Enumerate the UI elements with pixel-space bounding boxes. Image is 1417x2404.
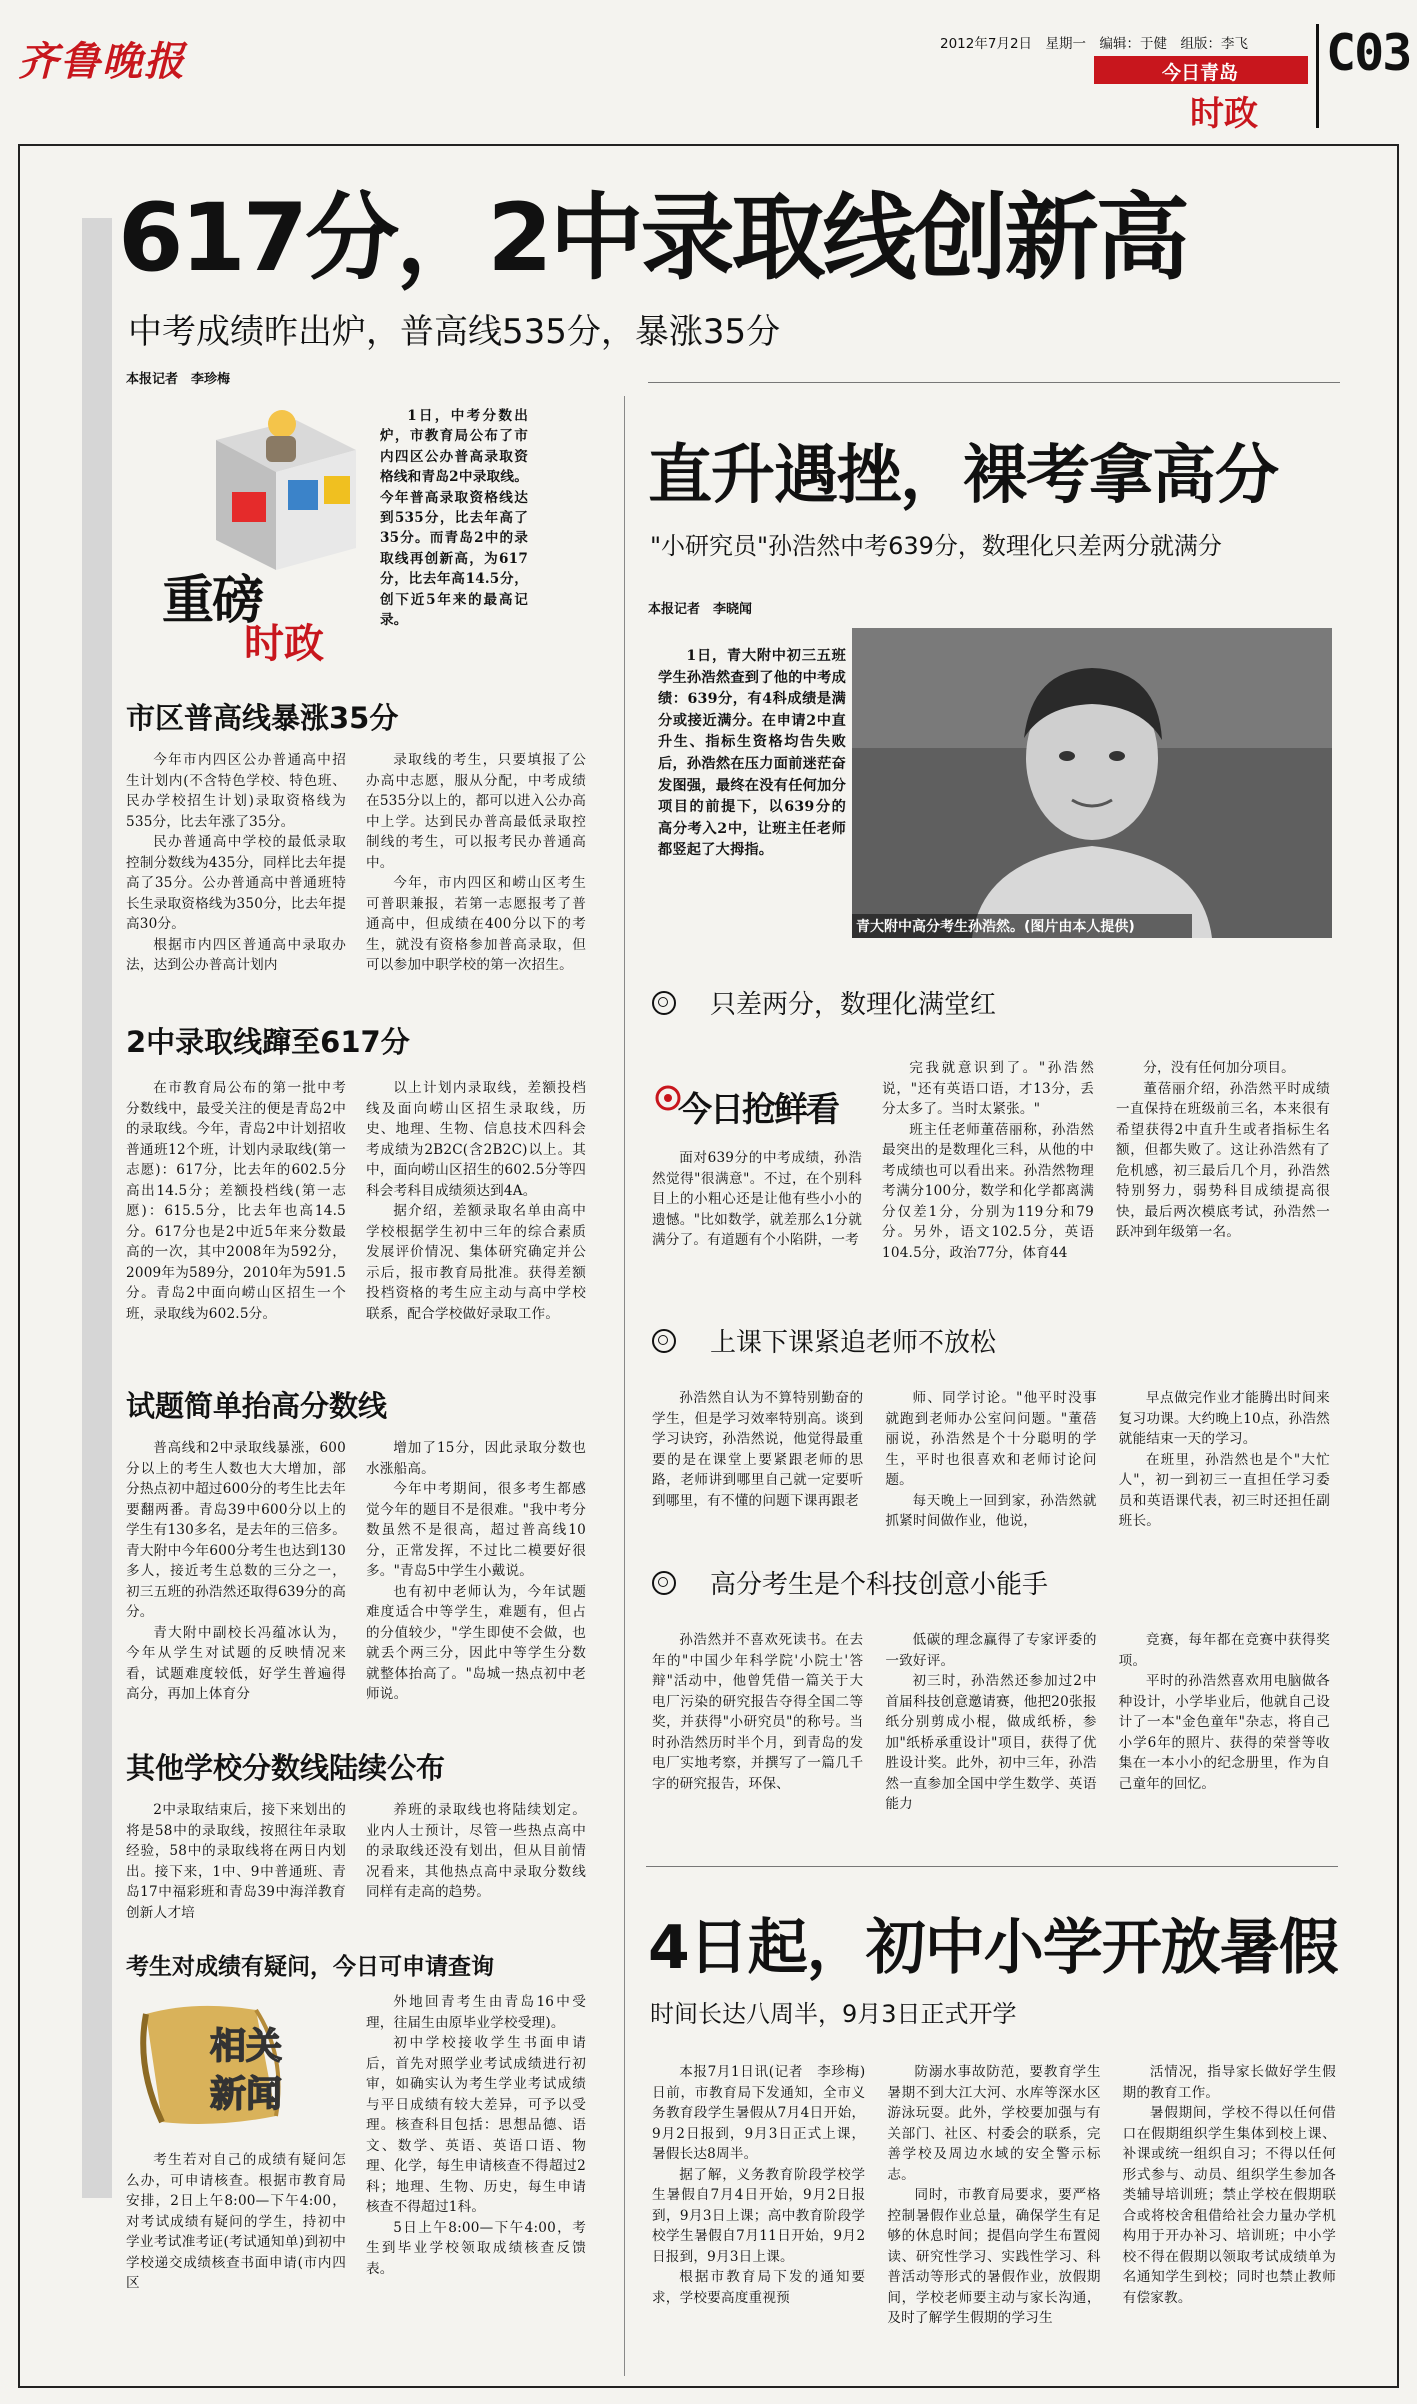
feature-section-1-col-3 — [1116, 1058, 1330, 1243]
bullet-circle-icon — [652, 991, 676, 1015]
headline-rule — [648, 382, 1340, 383]
feature-section-2-col-1 — [652, 1388, 863, 1532]
paragraph: 本报7月1日讯(记者 李珍梅) 日前，市教育局下发通知，全市义务教育段学生暑假从7月4日开始，9月2日报到，9月3日正式上课，暑假长达8周半。 — [652, 2064, 880, 2162]
main-subhead: 中考成绩昨出炉，普高线535分，暴涨35分 — [128, 312, 781, 352]
feature-section-2-col-3 — [1119, 1388, 1330, 1532]
badge-line1: 重磅 — [162, 571, 263, 631]
paragraph: 考生若对自己的成绩有疑问怎么办，可申请核查。根据市教育局安排，2日上午8:00—下午4:00，对考试成绩有疑问的学生，持初中学业考试准考证(考试通知单)到初中学校递交成绩核查书面申请(市内四区 — [126, 2152, 346, 2291]
related-badge-line1: 相关 — [210, 2026, 283, 2067]
paragraph: 根据市内四区普通高中录取办法，达到公办普高计划内 — [126, 936, 346, 973]
section-1-col-2 — [366, 750, 586, 976]
paragraph: 养班的录取线也将陆续划定。业内人士预计，尽管一些热点高中的录取线还没有划出，但从目前情况看来，其他热点高中录取分数线同样有走高的趋势。 — [366, 1802, 586, 1900]
bullet-circle-icon — [652, 1329, 676, 1353]
main-lead: 1日，中考分数出炉，市教育局公布了市内四区公办普高录取资格线和青岛2中录取线。今年普高录取资格线达到535分，比去年高了35分。而青岛2中的录取线再创新高，为617分，比去年高14.5分，创下近5年来的最高记录。 — [380, 408, 528, 629]
section-body-3 — [126, 1438, 586, 1705]
section-title-5: 考生对成绩有疑问，今日可申请查询 — [126, 1954, 494, 1980]
paragraph: 防溺水事故防范，要教育学生暑期不到大江大河、水库等深水区游泳玩耍。此外，学校要加强与有关部门、社区、村委会的联系，完善学校及周边水域的安全警示标志。 — [887, 2064, 1101, 2183]
section-1-col-1 — [126, 750, 346, 976]
paragraph: 在市教育局公布的第一批中考分数线中，最受关注的便是青岛2中的录取线。今年，青岛2中计划招收普通班12个班，计划内录取线(第一志愿)：617分，比去年的602.5分高出14.5分；差额投档线(第一志愿)：615.5分，比去年也高14.5分。617分也是2中近5年来分数最高的一次，其中2008年为592分，2009年为589分，2010年为591.5分。青岛2中面向崂山区招生一个班，录取线为602.5分。 — [126, 1080, 347, 1322]
section-body-2 — [126, 1078, 586, 1324]
feature-section-3-col-3 — [1119, 1630, 1330, 1815]
section-4-col-1 — [126, 1800, 346, 1923]
paragraph: 班主任老师董蓓丽称，孙浩然最突出的是数理化三科，从他的中考成绩也可以看出来。孙浩然物理考满分100分，数学和化学都离满分仅差1分，分别为119分和79分。另外，语文102.5分，英语104.5分，政治77分，体育44 — [882, 1121, 1094, 1261]
photo-caption: 青大附中高分考生孙浩然。(图片由本人提供) — [856, 919, 1135, 935]
heavy-news-badge — [156, 400, 374, 667]
main-byline: 本报记者 李珍梅 — [126, 372, 231, 387]
paragraph: 同时，市教育局要求，要严格控制暑假作业总量，确保学生有足够的休息时间；提倡向学生布置阅读、研究性学习、实践性学习、科普活动等形式的暑假作业，放假期间，学校老师要主动与家长沟通，及时了解学生假期的学习生 — [887, 2187, 1101, 2326]
paragraph: 根据市教育局下发的通知要求，学校要高度重视预 — [652, 2269, 866, 2306]
holiday-rule — [646, 1866, 1338, 1867]
date-line: 2012年7月2日 星期一 编辑：于健 组版：李飞 — [940, 36, 1249, 52]
section-body-5-b — [366, 1992, 586, 2279]
paragraph: 平时的孙浩然喜欢用电脑做各种设计，小学毕业后，他就自己设计了一本"金色童年"杂志，将自己小学6年的照片、获得的荣誉等收集在一本小小的纪念册里，作为自己童年的回忆。 — [1118, 1673, 1330, 1792]
paragraph: 今年，市内四区和崂山区考生可普职兼报，若第一志愿报考了普通高中，但成绩在400分以下的考生，就没有资格参加普高录取，但可以参加中职学校的第一次招生。 — [366, 875, 586, 973]
holiday-headline: 4日起，初中小学开放暑假 — [648, 1913, 1338, 1983]
section-label: 今日青岛 — [1161, 62, 1238, 84]
paragraph: 录取线的考生，只要填报了公办高中志愿，服从分配，中考成绩在535分以上的，都可以进入公办高中上学。达到民办普高最低录取控制线的考生，可以报考民办普通高中。 — [366, 752, 586, 871]
paragraph: 增加了15分，因此录取分数也水涨船高。 — [366, 1440, 586, 1477]
paragraph: 青大附中副校长冯蕴冰认为，今年从学生对试题的反映情况来看，试题难度较低，好学生普遍得高分，再加上体育分 — [126, 1624, 346, 1702]
feature-section-1-col-1 — [652, 1148, 862, 1251]
paragraph: 师、同学讨论。"他平时没事就跑到老师办公室问问题。"董蓓丽说，孙浩然是个十分聪明的学生，平时也很喜欢和老师讨论问题。 — [885, 1390, 1097, 1488]
paragraph: 在班里，孙浩然也是个"大忙人"，初一到初三一直担任学习委员和英语课代表，初三时还担任副班长。 — [1118, 1451, 1330, 1529]
paragraph: 竞赛，每年都在竞赛中获得奖项。 — [1118, 1632, 1330, 1669]
paragraph: 暑假期间，学校不得以任何借口在假期组织学生集体到校上课、补课或统一组织自习；不得以任何形式参与、动员、组织学生参加各类辅导培训班；禁止学校在假期联合或将校舍租借给社会力量办学机构用于开办补习、培训班；中小学校不得在假期以领取考试成绩单为名通知学生到校；同时也禁止教师有偿家教。 — [1122, 2105, 1336, 2306]
paragraph: 每天晚上一回到家，孙浩然就抓紧时间做作业，他说， — [885, 1492, 1097, 1529]
holiday-col-3 — [1123, 2062, 1336, 2329]
paragraph: 普高线和2中录取线暴涨，600分以上的考生人数也大大增加，部分热点初中超过600分的考生比去年要翻两番。青岛39中600分以上的学生有130多名，是去年的三倍多。青大附中今年600分考生也达到130多人，接近考生总数的三分之一，初三五班的孙浩然还取得639分的高分。 — [126, 1440, 346, 1620]
section-3-col-2 — [366, 1438, 586, 1705]
section-title-3: 试题简单抬高分数线 — [126, 1389, 388, 1423]
paragraph: 民办普通高中学校的最低录取控制分数线为435分，同样比去年提高了35分。公办普通高中普通班特长生录取资格线为350分，比去年提高30分。 — [126, 834, 346, 932]
feature-lead: 1日，青大附中初三五班学生孙浩然查到了他的中考成绩：639分，有4科成绩是满分或接近满分。在申请2中直升生、指标生资格均告失败后，孙浩然在压力面前迷茫奋发图强，最终在没有任何加分项目的前提下，以639分的高分考入2中，让班主任老师都竖起了大拇指。 — [658, 648, 846, 859]
section-5-col-1 — [126, 2150, 346, 2294]
paragraph: 初中学校接收学生书面申请后，首先对照学业考试成绩进行初审，如确实认为考生学业考试成绩与平日成绩有较大差异，可予以受理。核查科目包括：思想品德、语文、数学、英语、英语口语、物理、化学，每生申请核查不得超过2科；地理、生物、历史，每生申请核查不得超过1科。 — [366, 2035, 586, 2215]
paragraph: 外地回青考生由青岛16中受理，往届生由原毕业学校受理)。 — [366, 1994, 586, 2031]
paragraph: 早点做完作业才能腾出时间来复习功课。大约晚上10点，孙浩然就能结束一天的学习。 — [1118, 1390, 1330, 1447]
section-title-4: 其他学校分数线陆续公布 — [126, 1751, 446, 1785]
paragraph: 完我就意识到了。"孙浩然说，"还有英语口语，才13分，丢分太多了。当时太紧张。" — [882, 1060, 1094, 1117]
headline-accent-bar — [82, 218, 112, 2198]
paragraph: 今年中考期间，很多考生都感觉今年的题目不是很难。"我中考分数虽然不是很高，超过普高线10分，正常发挥，不过比二模要好很多。"青岛5中学生小戴说。 — [366, 1481, 586, 1579]
paragraph: 活情况，指导家长做好学生假期的教育工作。 — [1122, 2064, 1336, 2101]
section-type: 时政 — [1190, 94, 1258, 134]
paragraph: 5日上午8:00—下午4:00，考生到毕业学校领取成绩核查反馈表。 — [366, 2219, 586, 2277]
masthead-divider — [1316, 24, 1319, 128]
student-photo — [852, 628, 1332, 938]
section-body-4 — [126, 1800, 586, 1923]
section-4-col-2 — [366, 1800, 586, 1923]
feature-section-3-title: 高分考生是个科技创意小能手 — [652, 1570, 1048, 1600]
paragraph: 董蓓丽介绍，孙浩然平时成绩一直保持在班级前三名，本来很有希望获得2中直升生或者指标生名额，但都失败了。这让孙浩然有了危机感，初三最后几个月，孙浩然特别努力，弱势科目成绩提高很快，最后两次模底考试，孙浩然一跃冲到年级第一名。 — [1116, 1080, 1330, 1240]
holiday-col-2 — [887, 2062, 1100, 2329]
paragraph: 孙浩然并不喜欢死读书。在去年的"中国少年科学院'小院士'答辩"活动中，他曾凭借一篇关于大电厂污染的研究报告夺得全国二等奖，并获得"小研究员"的称号。当时孙浩然历时半个月，到青岛的发电厂实地考察，并撰写了一篇几千字的研究报告，环保、 — [652, 1632, 864, 1792]
paragraph: 初三时，孙浩然还参加过2中首届科技创意邀请赛，他把20张报纸分别剪成小棍，做成纸桥，参加"纸桥承重设计"项目，获得了优胜设计奖。此外，初中三年，孙浩然一直参加全国中学生数学、英语能力 — [885, 1673, 1097, 1812]
paragraph: 据了解，义务教育阶段学校学生暑假自7月4日开始，9月2日报到，9月3日上课；高中教育阶段学校学生暑假自7月11日开始，9月2日报到，9月3日上课。 — [652, 2166, 866, 2265]
paragraph: 2中录取结束后，接下来划出的将是58中的录取线，按照往年录取经验，58中的录取线将在两日内划出。接下来，1中、9中普通班、青岛17中福彩班和青岛39中海洋教育创新人才培 — [126, 1802, 346, 1921]
section-title-1: 市区普高线暴涨35分 — [126, 701, 399, 735]
paragraph: 低碳的理念赢得了专家评委的一致好评。 — [885, 1632, 1097, 1669]
section-2-col-2 — [366, 1078, 586, 1324]
bullet-circle-icon — [652, 1571, 676, 1595]
holiday-body — [652, 2062, 1336, 2329]
holiday-col-1 — [652, 2062, 880, 2329]
section-5-col-2 — [366, 1992, 586, 2279]
section-body-1 — [126, 750, 586, 976]
related-badge-line2: 新闻 — [210, 2074, 283, 2115]
feature-headline: 直升遇挫，裸考拿高分 — [648, 439, 1278, 513]
paragraph: 也有初中老师认为，今年试题难度适合中等学生，难题有，但占的分值较少，"学生即使不会做，也就丢个两三分，因此中等学生分数就整体抬高了。"岛城一热点初中老师说。 — [366, 1583, 586, 1702]
section-2-col-1 — [126, 1078, 346, 1324]
feature-section-3-col-1 — [652, 1630, 863, 1815]
page-number: C03 — [1326, 24, 1411, 82]
quick-look-text: 今日抢鲜看 — [678, 1090, 838, 1130]
feature-section-3-body — [652, 1630, 1330, 1815]
feature-section-1-title: 只差两分，数理化满堂红 — [652, 990, 996, 1020]
feature-section-2-body — [652, 1388, 1330, 1532]
paragraph: 今年市内四区公办普通高中招生计划内(不含特色学校、特色班、民办学校招生计划)录取资格线为535分，比去年涨了35分。 — [126, 752, 346, 830]
quick-look-badge — [652, 1072, 860, 1136]
main-headline: 617分，2中录取线创新高 — [118, 184, 1187, 293]
newspaper-logo: 齐鲁晚报 — [18, 38, 186, 85]
paragraph: 据介绍，差额录取名单由高中学校根据学生初中三年的综合素质发展评价情况、集体研究确定并公示后，报市教育局批准。获得差额投档资格的考生应主动与高中学校联系，配合学校做好录取工作。 — [366, 1203, 586, 1322]
section-3-col-1 — [126, 1438, 346, 1705]
feature-section-1-col-2 — [882, 1058, 1094, 1263]
feature-section-3-col-2 — [885, 1630, 1096, 1815]
related-news-badge — [126, 1996, 326, 2136]
badge-line2: 时政 — [244, 621, 324, 667]
section-title-2: 2中录取线蹿至617分 — [126, 1025, 410, 1059]
feature-byline: 本报记者 李晓闻 — [648, 602, 753, 617]
paragraph: 孙浩然自认为不算特别勤奋的学生，但是学习效率特别高。谈到学习诀窍，孙浩然说，他觉得最重要的是在课堂上要紧跟老师的思路，老师讲到哪里自己就一定要听到哪里，有不懂的问题下课再跟老 — [652, 1390, 864, 1509]
paragraph: 分，没有任何加分项目。 — [1143, 1060, 1295, 1076]
paragraph: 以上计划内录取线，差额投档线及面向崂山区招生录取线，历史、地理、生物、信息技术四科会考成绩为2B2C(含2B2C)以上。其中，面向崂山区招生的602.5分等四科会考科目成绩须达到4A。 — [366, 1080, 586, 1199]
portrait-icon — [852, 628, 1332, 938]
feature-section-2-title: 上课下课紧追老师不放松 — [652, 1328, 996, 1358]
holiday-subhead: 时间长达八周半，9月3日正式开学 — [650, 2000, 1017, 2028]
column-divider — [624, 396, 625, 2376]
feature-section-2-col-2 — [885, 1388, 1096, 1532]
paragraph: 面对639分的中考成绩，孙浩然觉得"很满意"。不过，在个别科目上的小粗心还是让他有些小小的遗憾。"比如数学，就差那么1分就满分了。有道题有个小陷阱，一考 — [652, 1150, 862, 1248]
section-body-5-a — [126, 2150, 346, 2294]
feature-subhead: "小研究员"孙浩然中考639分，数理化只差两分就满分 — [650, 532, 1222, 560]
